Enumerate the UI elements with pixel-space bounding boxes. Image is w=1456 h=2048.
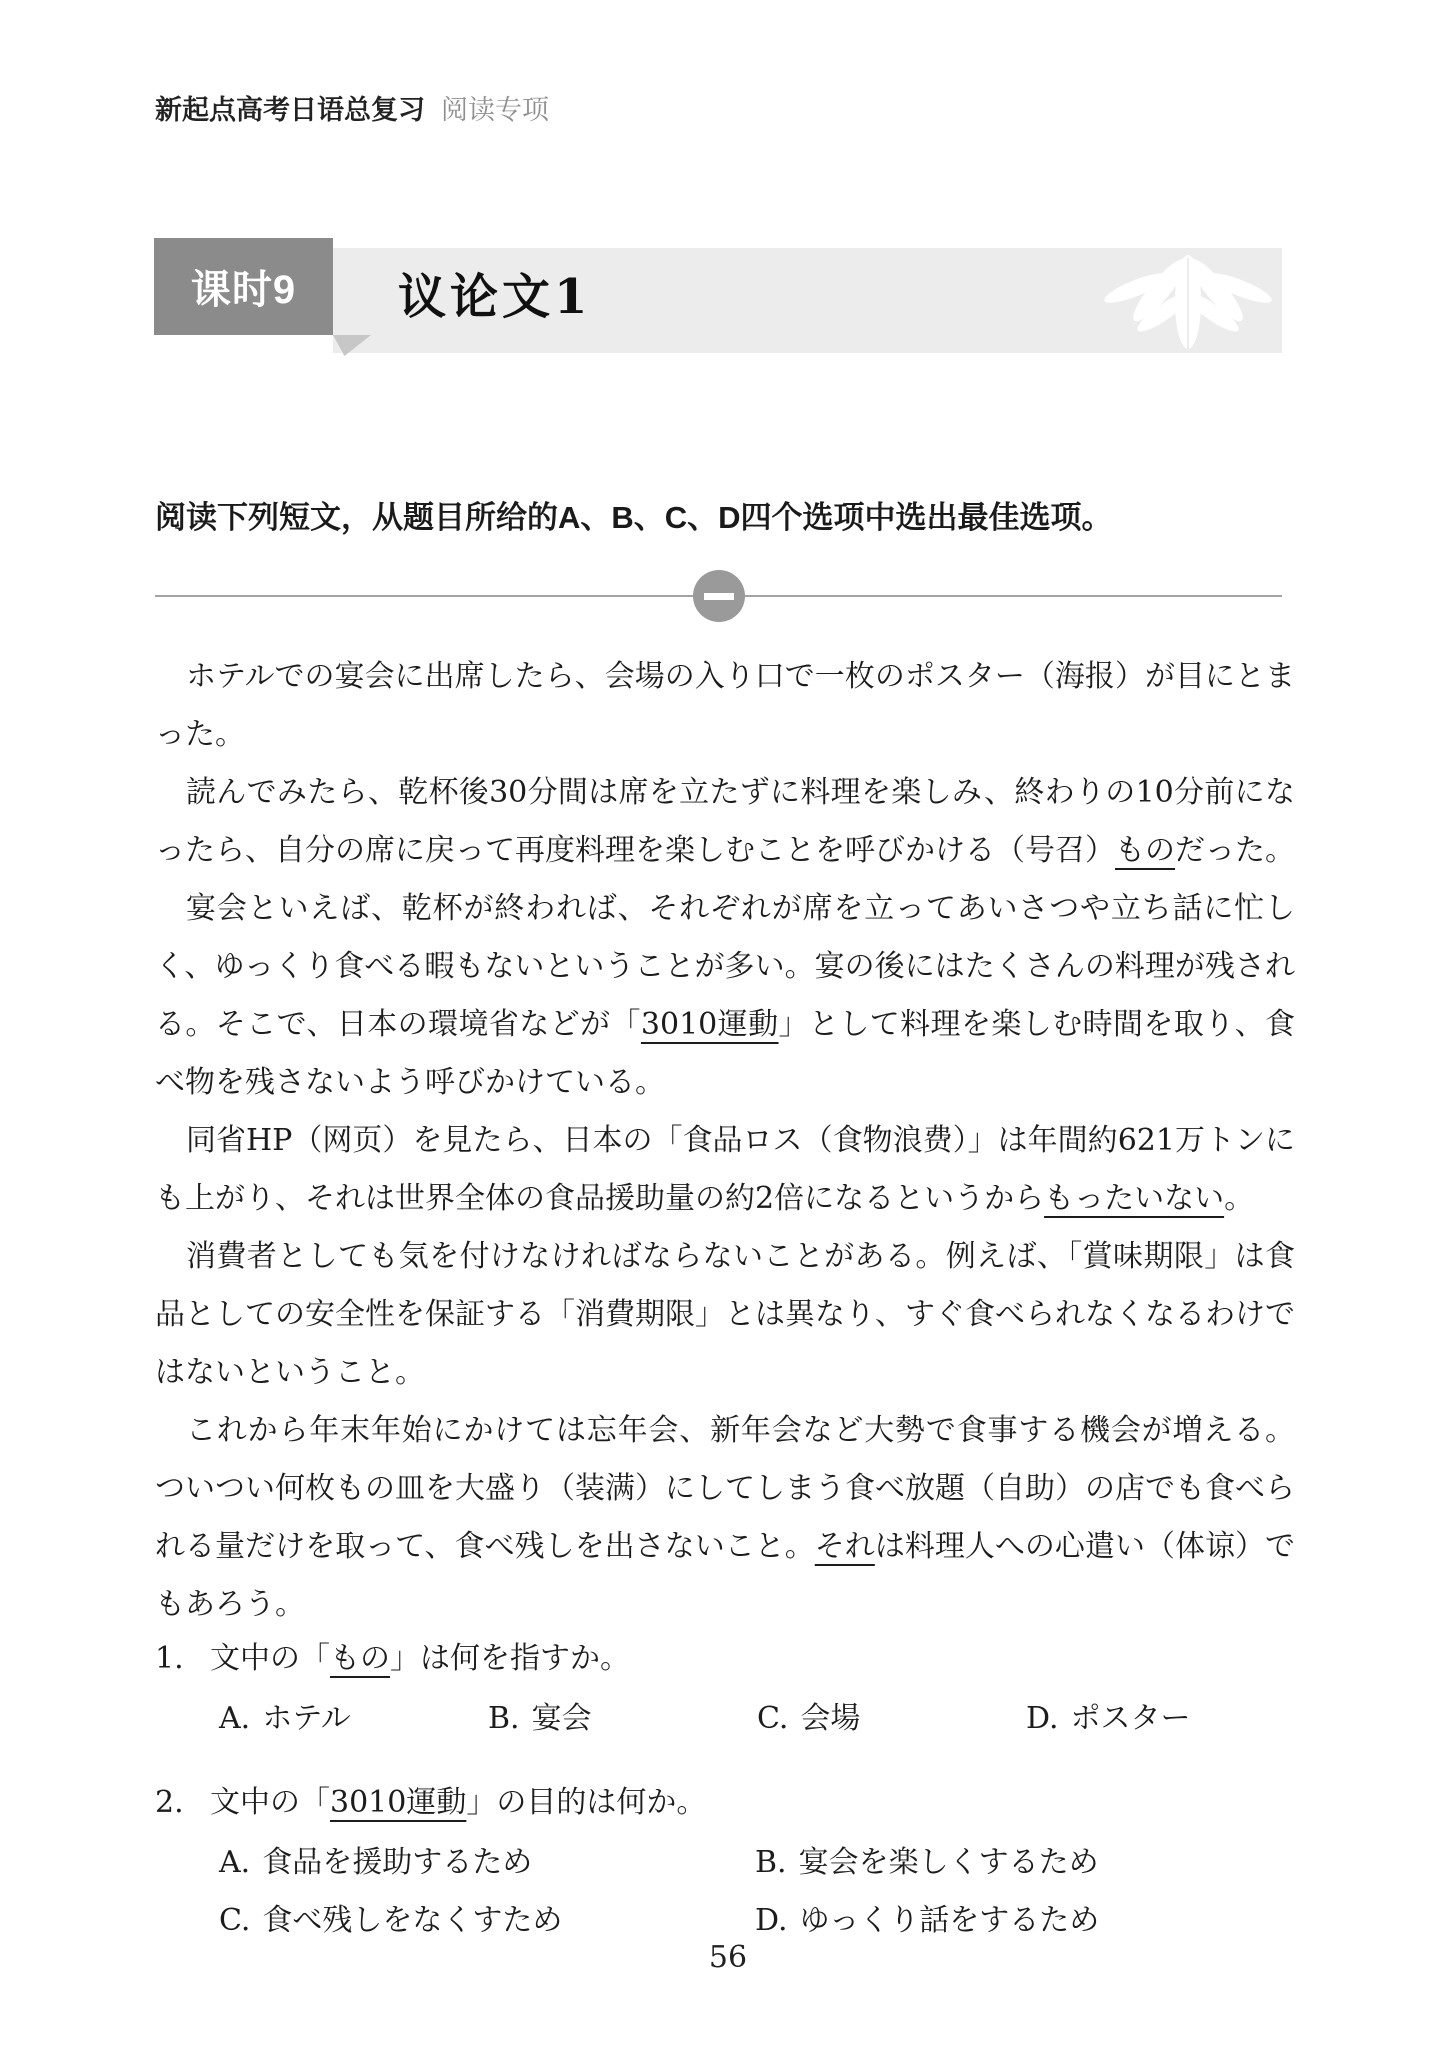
options [219,1690,1300,1748]
passage-paragraph [155,880,1295,1112]
text-run: 宴会といえば、乾杯が終われば、それぞれが席を立ってあいさつや立ち話に忙しく、ゆっくり食べる暇もないということが多い。宴の後にはたくさんの料理が残される。そこで、日本の環境省などが「 [155,891,1295,1042]
option-label: C. [757,1701,789,1736]
dash-glyph [704,593,734,600]
underlined-text: それ [814,1529,875,1564]
questions [155,1630,1300,1950]
lesson-title: 议论文1 [398,269,592,325]
text-run: 消費者としても気を付けなければならないことがある。例えば、「賞味期限」は食品としての安全性を保証する「消費期限」とは異なり、すぐ食べられなくなるわけではないということ。 [155,1239,1295,1390]
question-number: 2. [155,1785,184,1820]
text-run: 文中の「 [210,1785,330,1820]
option-D [1026,1690,1191,1748]
option-label: A. [219,1845,251,1880]
option-text: 会場 [800,1701,861,1736]
passage-paragraph [155,1228,1295,1402]
option-text: ゆっくり話をするため [799,1903,1100,1938]
section-title: 阅读专项 [441,95,549,125]
passage-paragraph [155,1112,1295,1228]
passage-paragraph [155,1402,1295,1634]
text-run: 。 [1224,1181,1255,1216]
option-label: D. [755,1903,788,1938]
text-run: 」は何を指すか。 [390,1641,630,1676]
option-A [219,1690,488,1748]
option-label: C. [219,1903,251,1938]
question-stem [155,1630,1300,1688]
underlined-text: もの [1115,833,1175,868]
option-text: ポスター [1070,1701,1191,1736]
underlined-text: 3010運動 [330,1785,467,1820]
lesson-number-tab [154,238,333,335]
passage-paragraph [155,648,1295,764]
passage-paragraph [155,764,1295,880]
question [155,1774,1300,1950]
instruction-text: 阅读下列短文，从题目所给的A、B、C、D四个选项中选出最佳选项。 [155,500,1113,535]
options [219,1834,1300,1950]
question [155,1630,1300,1748]
option-text: 食べ残しをなくすため [262,1903,563,1938]
text-run: は料理人への心遣い（体谅）でもあろう。 [155,1529,1296,1622]
page-header [155,88,549,127]
text-run: 読んでみたら、乾杯後30分間は席を立たずに料理を楽しみ、終わりの10分前になったら、自分の席に戻って再度料理を楽しむことを呼びかける（号召） [155,775,1295,868]
page-number: 56 [708,1940,748,1975]
option-A [219,1834,755,1892]
text-run: 」の目的は何か。 [466,1785,707,1820]
text-run: 」として料理を楽しむ時間を取り、食べ物を残さないよう呼びかけている。 [155,1007,1296,1100]
lesson-number-label: 课时9 [190,268,297,312]
text-run: だった。 [1175,833,1295,868]
underlined-text: 3010運動 [640,1007,779,1042]
book-title: 新起点高考日语总复习 [155,95,425,125]
question-stem [155,1774,1300,1832]
text-run: 同省HP（网页）を見たら、日本の「食品ロス（食物浪费）」は年間約621万トンにも上がり、それは世界全体の食品援助量の約2倍になるというから [155,1123,1295,1216]
section-one-marker-icon [693,570,745,622]
option-label: A. [219,1701,251,1736]
underlined-text: もの [330,1641,390,1676]
option-label: D. [1026,1701,1059,1736]
option-text: 宴会を楽しくするため [798,1845,1099,1880]
option-label: B. [488,1701,520,1736]
question-number: 1. [155,1641,184,1676]
passage [155,648,1295,1634]
option-text: ホテル [262,1701,351,1736]
text-run: これから年末年始にかけては忘年会、新年会など大勢で食事する機会が増える。ついつい何枚もの皿を大盛り（装满）にしてしまう食べ放題（自助）の店でも食べられる量だけを取って、食べ残しを出さないこと。 [155,1413,1295,1564]
option-label: B. [755,1845,787,1880]
bamboo-leaves-icon [1088,250,1288,353]
text-run: ホテルでの宴会に出席したら、会場の入り口で一枚のポスター（海报）が目にとまった。 [155,659,1295,752]
option-C [757,1690,1026,1748]
option-B [488,1690,757,1748]
underlined-text: もったいない [1044,1181,1225,1216]
text-run: 文中の「 [210,1641,330,1676]
option-B [755,1834,1300,1892]
option-text: 宴会 [531,1701,592,1736]
option-text: 食品を援助するため [262,1845,533,1880]
